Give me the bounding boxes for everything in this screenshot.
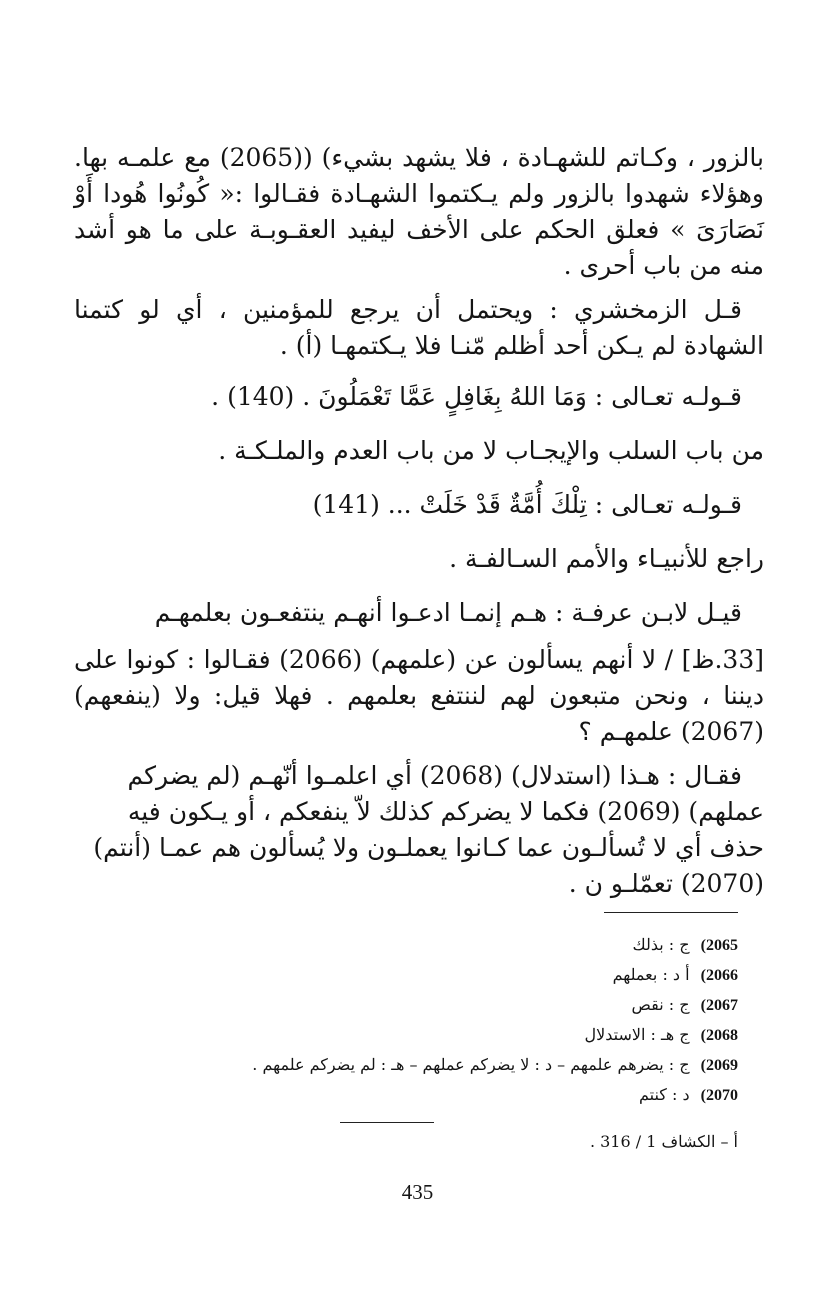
paragraph: بالزور ، وكـاتم للشهـادة ، فلا يشهد بشيء) ((2065) مع علمـه بها. وهؤلاء شهدوا بالزور ولم يـكتموا الشهـادة فقـالوا :« كُونُوا هُودا أَوْ نَصَارَىَ » فعلق الحكم على الأخف ليفيد العقـوبـة على ما هو أشد منه من باب أحرى . [74,143,764,280]
reference-divider [340,1122,434,1123]
footnote [100,930,738,960]
footnote [100,990,738,1020]
footnote-number: 2067) [700,997,738,1014]
paragraph: قـل الزمخشري : ويحتمل أن يرجع للمؤمنين ، أي لو كتمنا الشهادة لم يـكن أحد أظلم مّنـا فلا يـكتمهـا (أ) . [74,295,764,360]
footnote-text: ج : بذلك [632,935,690,954]
paragraph: قيـل لابـن عرفـة : هـم إنمـا ادعـوا أنهـم ينتفعـون بعلمهـم [154,598,742,627]
footnote-number: 2066) [700,967,738,984]
footnote [100,1020,738,1050]
footnote-divider [604,912,738,913]
paragraph: فقـال : هـذا (استدلال) (2068) أي اعلمـوا أنّهـم (لم يضركم عملهم) (2069) فكما لا يضركم كذلك لاّ ينفعكم ، أو يـكون فيه حذف أي لا تُسألـون عما كـانوا يعملـون ولا يُسألون هم عمـا (أنتم) (2070) تعمّلـو ن . [93,761,764,898]
source-reference: أ – الكشاف 1 / 316 . [589,1132,738,1151]
footnote-text: أ د : بعملهم [612,965,690,984]
footnote-number: 2069) [700,1057,738,1074]
paragraph: قـولـه تعـالى : تِلْكَ أُمَّةٌ قَدْ خَلَتْ ... (141) [312,490,742,519]
paragraph: من باب السلب والإيجـاب لا من باب العدم والملـكـة . [218,436,764,465]
paragraph: راجع للأنبيـاء والأمم السـالفـة . [449,544,764,573]
main-text [74,140,764,910]
footnotes [100,930,738,1110]
paragraph: قـولـه تعـالى : وَمَا اللهُ بِغَافِلٍ عَمَّا تَعْمَلُونَ . (140) . [211,382,742,411]
footnote-number: 2068) [700,1027,738,1044]
footnote-text: ج هـ : الاستدلال [584,1025,690,1044]
footnote-number: 2065) [700,937,738,954]
footnote-text: ج : يضرهم علمهم – د : لا يضركم عملهم – هـ : لم يضركم علمهم . [252,1055,690,1074]
page-number: 435 [401,1180,434,1204]
footnote-text: د : كنتم [638,1085,690,1104]
footnote-text: ج : نقص [631,995,690,1014]
footnote [100,1050,738,1080]
footnote-number: 2070) [700,1087,738,1104]
paragraph: [33.ظ] / لا أنهم يسألون عن (علمهم) (2066) فقـالوا : كونوا على ديننا ، ونحن متبعون لهم لننتفع بعلمهم . فهلا قيل: ولا (ينفعهم) (2067) علمهـم ؟ [74,645,764,746]
footnote [100,1080,738,1110]
footnote [100,960,738,990]
